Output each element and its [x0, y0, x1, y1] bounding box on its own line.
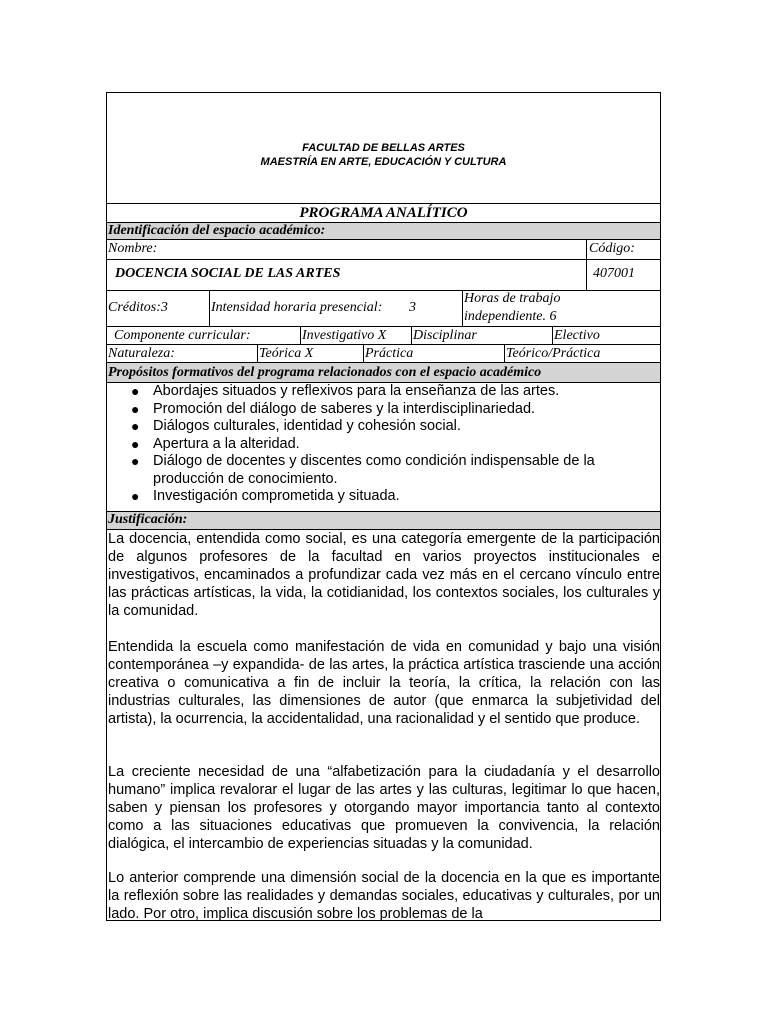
- divider: [462, 290, 463, 326]
- divider: [257, 344, 258, 362]
- list-item: [131, 383, 623, 401]
- list-item-text: Apertura a la alteridad.: [153, 435, 300, 452]
- list-item: [131, 400, 623, 419]
- list-item-text: Diálogo de docentes y discentes como condición indispensable de la producción de conocimiento.: [153, 453, 595, 487]
- divider: [107, 344, 660, 345]
- list-item-text: Diálogos culturales, identidad y cohesión social.: [153, 418, 461, 434]
- list-item: [131, 435, 623, 454]
- divider: [411, 326, 412, 344]
- list-item: [131, 488, 623, 506]
- intensity-value: 3: [409, 300, 416, 315]
- course-name: DOCENCIA SOCIAL DE LAS ARTES: [115, 266, 341, 281]
- course-code: 407001: [593, 266, 635, 281]
- justification-paragraph: La creciente necesidad de una “alfabetización para la ciudadanía y el desarrollo humano” implica revalorar el lugar de las artes y las culturas, legitimar lo que hacen, saben y piensan los profesores y otorgando mayor importancia tanto al contexto como a las situaciones educativas que promueven la convivencia, la relación dialógica, el intercambio de experiencias situadas y la comunidad.: [108, 764, 660, 852]
- purposes-list: [107, 383, 623, 506]
- faculty-heading: FACULTAD DE BELLAS ARTES: [302, 142, 465, 154]
- justification-paragraph: Lo anterior comprende una dimensión social de la docencia en la que es importante la reflexión sobre las realidades y demandas sociales, educativas y culturales, por un lado. Por otro, implica discusión sobre los problemas de la: [108, 870, 660, 921]
- identification-heading: Identificación del espacio académico:: [108, 223, 326, 238]
- list-item-text: Promoción del diálogo de saberes y la interdisciplinariedad.: [153, 400, 536, 417]
- list-item-text: Investigación comprometida y situada.: [153, 488, 400, 504]
- intensity-label: Intensidad horaria presencial:: [211, 300, 383, 315]
- justification-paragraph: La docencia, entendida como social, es una categoría emergente de la participación de algunos profesores de la facultad en varios proyectos institucionales e investigativos, encaminados a profundizar cada vez más en el cercano vínculo entre las prácticas artísticas, la vida, la cotidianidad, los contextos sociales, los culturales y la comunidad.: [108, 531, 660, 619]
- justification-heading: Justificación:: [108, 512, 188, 527]
- bullet-icon: ●: [131, 418, 140, 434]
- divider: [504, 344, 505, 362]
- bullet-icon: ●: [131, 383, 140, 399]
- bullet-icon: ●: [131, 488, 140, 504]
- nature-practical: Práctica: [365, 346, 414, 361]
- component-investigative: Investigativo X: [302, 328, 387, 343]
- list-item-text: Abordajes situados y reflexivos para la enseñanza de las artes.: [153, 383, 560, 399]
- section-band: [107, 512, 660, 529]
- code-label: Código:: [589, 241, 635, 256]
- program-heading: MAESTRÍA EN ARTE, EDUCACIÓN Y CULTURA: [260, 156, 507, 168]
- component-label: Componente curricular:: [114, 328, 251, 343]
- nature-label: Naturaleza:: [108, 346, 175, 361]
- bullet-icon: ●: [131, 435, 140, 452]
- independent-hours-line2: independiente. 6: [464, 309, 557, 324]
- bullet-icon: ●: [131, 453, 140, 469]
- divider: [107, 239, 660, 240]
- nature-theoretical: Teórica X: [259, 346, 314, 361]
- divider: [209, 290, 210, 326]
- component-disciplinary: Disciplinar: [413, 328, 477, 343]
- independent-hours-line1: Horas de trabajo: [464, 291, 561, 306]
- syllabus-document: [106, 92, 661, 921]
- bullet-icon: ●: [131, 400, 140, 417]
- list-item: [131, 453, 623, 488]
- name-label: Nombre:: [108, 241, 158, 256]
- nature-mixed: Teórico/Práctica: [506, 346, 601, 361]
- purposes-heading: Propósitos formativos del programa relacionados con el espacio académico: [108, 365, 542, 380]
- divider: [552, 326, 553, 344]
- divider: [586, 239, 587, 290]
- divider: [300, 326, 301, 344]
- divider: [107, 326, 660, 327]
- divider: [107, 259, 660, 260]
- divider: [107, 203, 660, 204]
- list-item: [131, 418, 623, 436]
- credits: Créditos:3: [108, 300, 168, 315]
- component-elective: Electivo: [554, 328, 600, 343]
- page-title: PROGRAMA ANALÍTICO: [299, 205, 468, 221]
- divider: [107, 290, 660, 291]
- divider: [363, 344, 364, 362]
- justification-paragraph: Entendida la escuela como manifestación de vida en comunidad y bajo una visión contemporánea –y expandida- de las artes, la práctica artística trasciende una acción creativa o comunicativa a fin de incluir la teoría, la crítica, la relación con las industrias culturales, las dimensiones de autor (que enmarca la subjetividad del artista), la ocurrencia, la accidentalidad, una racionalidad y el sentido que produce.: [108, 639, 660, 727]
